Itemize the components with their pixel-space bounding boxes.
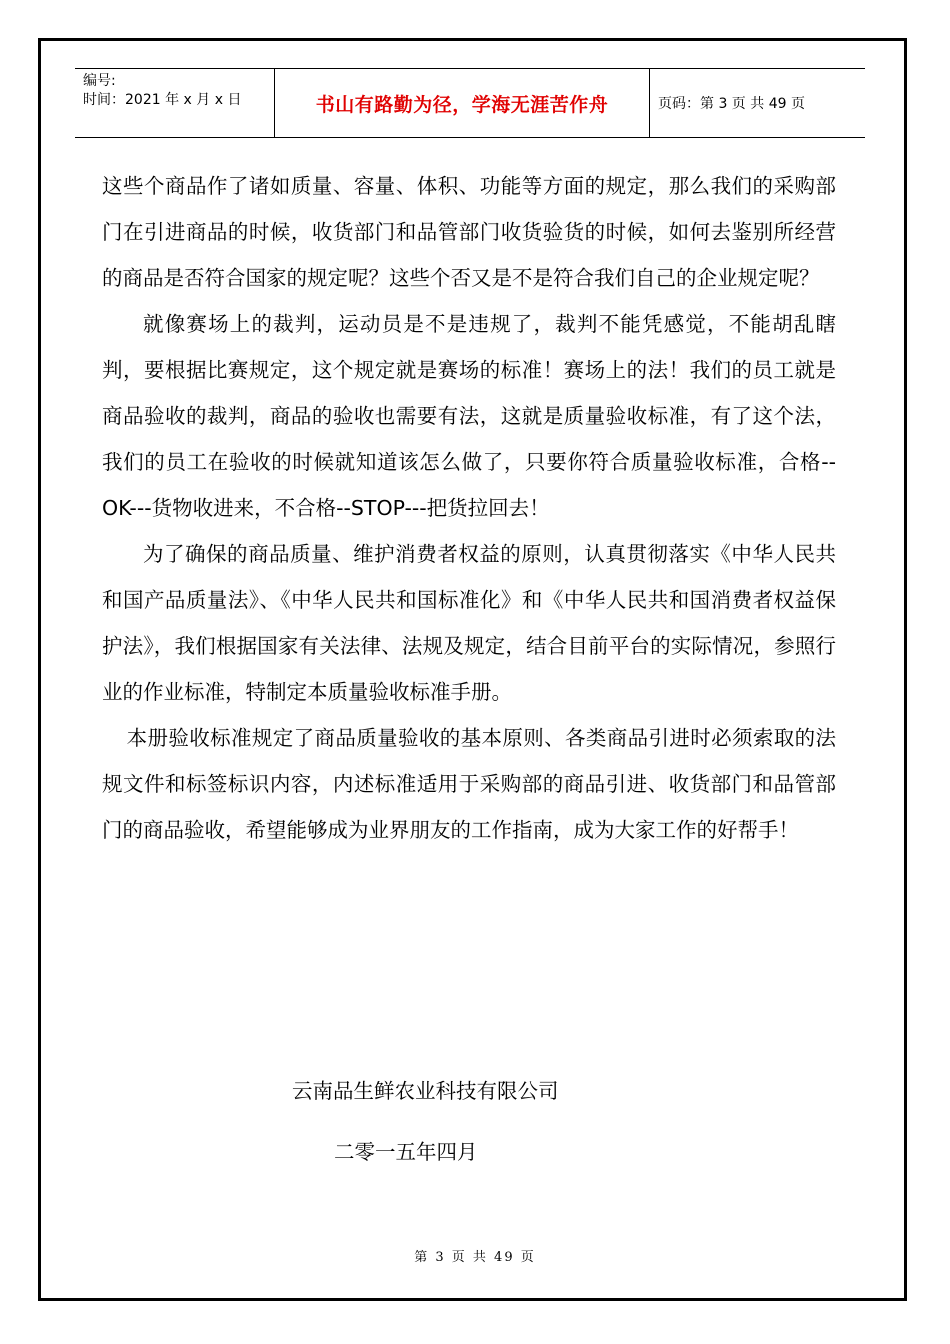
paragraph-3: 为了确保的商品质量、维护消费者权益的原则，认真贯彻落实《中华人民共和国产品质量法》、《中华人民共和国标准化》和《中华人民共和国消费者权益保护法》，我们根据国家有关法律、法规及规定，结合目前平台的实际情况，参照行业的作业标准，特制定本质量验收标准手册。 xyxy=(102,542,836,704)
document-date: 二零一五年四月 xyxy=(334,1140,478,1164)
header-page-number: 页码：第 3 页 共 49 页 xyxy=(658,96,805,112)
document-body xyxy=(102,163,836,853)
paragraph-4: 本册验收标准规定了商品质量验收的基本原则、各类商品引进时必须索取的法规文件和标签标识内容，内述标准适用于采购部的商品引进、收货部门和品管部门的商品验收，希望能够成为业界朋友的工作指南，成为大家工作的好帮手！ xyxy=(102,726,836,842)
header-info xyxy=(75,69,275,137)
document-time-label: 时间：2021 年 x 月 x 日 xyxy=(83,92,242,108)
header-motto: 书山有路勤为径，学海无涯苦作舟 xyxy=(275,69,650,137)
paragraph-2: 就像赛场上的裁判，运动员是不是违规了，裁判不能凭感觉，不能胡乱瞎判，要根据比赛规定，这个规定就是赛场的标准！赛场上的法！我们的员工就是商品验收的裁判，商品的验收也需要有法，这就是质量验收标准，有了这个法，我们的员工在验收的时候就知道该怎么做了，只要你符合质量验收标准，合格--OK---货物收进来，不合格--STOP---把货拉回去！ xyxy=(102,312,836,520)
page-footer: 第 3 页 共 49 页 xyxy=(414,1250,536,1265)
paragraph-1: 这些个商品作了诸如质量、容量、体积、功能等方面的规定，那么我们的采购部门在引进商品的时候，收货部门和品管部门收货验货的时候，如何去鉴别所经营的商品是否符合国家的规定呢？这些个否又是不是符合我们自己的企业规定呢？ xyxy=(102,174,836,290)
company-name: 云南品生鲜农业科技有限公司 xyxy=(292,1079,559,1103)
document-number-label: 编号: xyxy=(83,73,116,89)
page-header xyxy=(75,68,865,138)
